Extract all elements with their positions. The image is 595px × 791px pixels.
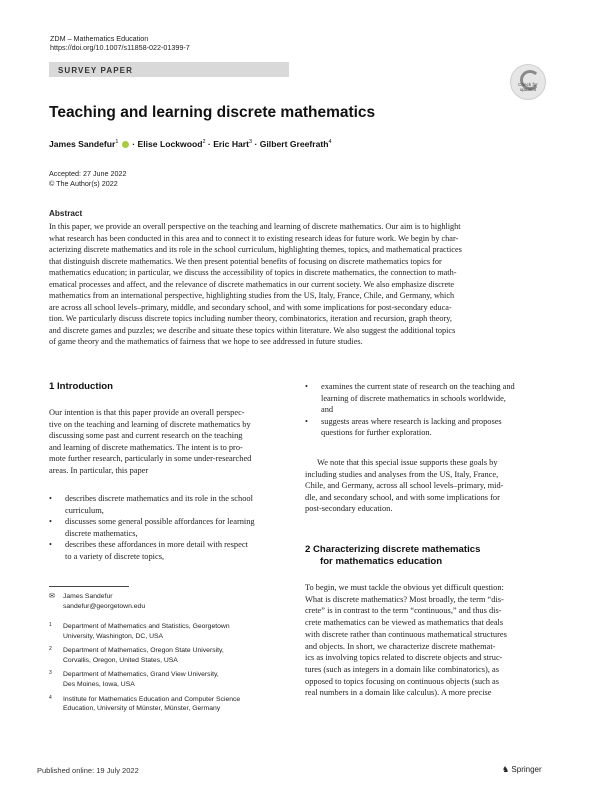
author-separator: · [254, 139, 258, 149]
text-line: areas. In particular, this paper [49, 465, 149, 475]
list-item-line: to a variety of discrete topics, [65, 551, 165, 561]
author-name[interactable]: Gilbert Greefrath [259, 139, 329, 149]
list-item [305, 416, 546, 439]
accepted-date: Accepted: 27 June 2022 [49, 169, 127, 178]
orcid-icon[interactable] [122, 141, 129, 148]
bullet-icon: • [305, 416, 308, 426]
author-affiliation-number: 3 [249, 139, 253, 146]
affiliation-item [49, 646, 291, 665]
author-affiliation-number: 2 [202, 139, 206, 146]
text-line: We note that this special issue supports these goals by [317, 458, 498, 467]
text-line: To begin, we must tackle the obvious yet difficult question: [305, 583, 504, 592]
abstract-line: are across all school levels–primary, middle, and secondary school, and with some implications for post-secondary educa- [49, 302, 452, 312]
section-heading-introduction: 1 Introduction [49, 381, 113, 392]
characterizing-paragraph [305, 582, 546, 699]
text-line: Our intention is that this paper provide an overall perspec- [49, 408, 245, 417]
author-list [49, 139, 332, 149]
affiliation-number: 4 [49, 694, 52, 701]
author-separator: · [207, 139, 211, 149]
list-item-line: questions for further exploration. [321, 428, 432, 438]
list-item-line: examines the current state of research on the teaching and [321, 382, 515, 391]
publisher-name: Springer [511, 765, 542, 774]
text-line: discussing some past and current research on the teaching [49, 431, 243, 441]
list-item-line: suggests areas where research is lacking and proposes [321, 416, 502, 426]
list-item-line: curriculum, [65, 505, 104, 515]
published-online-date: Published online: 19 July 2022 [37, 766, 139, 775]
text-line: ics as involving topics related to discrete objects and struc- [305, 653, 503, 663]
affiliation-number: 1 [49, 622, 52, 628]
bullet-icon: • [305, 382, 308, 391]
affiliation-line: Education, University of Münster, Münster, Germany [63, 705, 221, 713]
corresponding-author [49, 592, 291, 611]
goals-paragraph [305, 457, 546, 515]
doi-link[interactable]: https://doi.org/10.1007/s11858-022-01399-7 [50, 43, 190, 52]
text-line: crete” is in contrast to the term “continuous,” and thus dis- [305, 606, 502, 616]
corresponding-email[interactable]: sandefur@georgetown.edu [63, 602, 146, 610]
text-line: tures (such as integers in a domain like combinatorics), as [305, 664, 499, 674]
affiliation-line: University, Washington, DC, USA [63, 632, 164, 640]
text-line: Chile, and Germany, across all school levels–primary, mid- [305, 481, 504, 491]
list-item-line: discusses some general possible affordances for learning [65, 517, 255, 527]
list-item-line: describes discrete mathematics and its role in the school [65, 494, 253, 503]
bullet-list-right [305, 381, 546, 439]
abstract-line: of game theory and the mathematics of fairness that we hope to see addressed in future studies. [49, 337, 363, 347]
author-name[interactable]: Elise Lockwood [137, 139, 203, 149]
affiliation-number: 2 [49, 646, 52, 653]
author-affiliation-number: 1 [115, 139, 119, 146]
springer-horse-icon: ♞ [502, 765, 510, 774]
bullet-icon: • [49, 517, 52, 527]
article-type-label: SURVEY PAPER [58, 66, 134, 75]
journal-header [50, 34, 190, 52]
list-item [305, 381, 546, 416]
abstract-line: and discrete games and puzzles; we describe and situate these topics within literature. We also suggest the additional topics [49, 325, 456, 335]
affiliation-line: Corvallis, Oregon, United States, USA [63, 656, 178, 664]
list-item [49, 493, 291, 516]
abstract-line: In this paper, we provide an overall perspective on the teaching and learning of discrete mathematics. Our aim is to highlight [49, 222, 461, 231]
list-item [49, 516, 291, 539]
affiliation-line: Des Moines, Iowa, USA [63, 680, 135, 688]
corresponding-name: James Sandefur [63, 593, 113, 600]
abstract-line: mathematics from an international perspective, highlighting studies from the US, Italy, France, Chile, and Germany, which [49, 291, 455, 301]
affiliation-number: 3 [49, 670, 52, 677]
author-name[interactable]: James Sandefur [49, 139, 116, 149]
author-name[interactable]: Eric Hart [213, 139, 250, 149]
bullet-icon: • [49, 540, 52, 550]
abstract-line: what research has been conducted in this area and to connect it to existing research ideas for future work. We begin by char- [49, 233, 459, 243]
section-heading-line: 2 Characterizing discrete mathematics [305, 544, 481, 555]
text-line: What is discrete mathematics? Most broadly, the term “dis- [305, 594, 504, 604]
text-line: tive on the teaching and learning of discrete mathematics by [49, 419, 251, 429]
text-line: with discrete rather than continuous mathematical structures [305, 629, 507, 639]
affiliation-line: Department of Mathematics, Grand View University, [63, 671, 219, 679]
check-for-updates-label: Check for updates [518, 82, 538, 92]
text-line: and learning of discrete mathematics. The intent is to pro- [49, 442, 243, 452]
paper-title: Teaching and learning discrete mathematics [49, 104, 376, 121]
copyright-notice: © The Author(s) 2022 [49, 179, 118, 188]
abstract-line: acterizing discrete mathematics and its role in the school curriculum, highlighting themes, topics, and mathematical practices [49, 245, 462, 255]
text-line: mote further research, particularly in some under-researched [49, 454, 252, 464]
section-heading-line: for mathematics education [320, 556, 443, 567]
text-line: real numbers in a domain like calculus). A more precise [305, 688, 492, 698]
affiliation-line: Institute for Mathematics Education and Computer Science [63, 695, 241, 703]
affiliation-line: Department of Mathematics and Statistics, Georgetown [63, 623, 230, 630]
journal-name: ZDM – Mathematics Education [50, 34, 149, 43]
affiliation-list [49, 622, 291, 714]
abstract-line: mathematics education; in particular, we discuss the accessibility of topics in discrete mathematics, the connection to math- [49, 268, 457, 278]
text-line: and objects. In short, we characterize discrete mathemat- [305, 641, 496, 651]
author-affiliation-number: 4 [328, 139, 332, 146]
text-line: crete mathematics can be viewed as mathematics that deals [305, 618, 504, 628]
section-heading-characterizing [305, 544, 480, 568]
abstract-heading: Abstract [49, 209, 83, 218]
list-item-line: discrete mathematics, [65, 528, 138, 538]
text-line: post-secondary education. [305, 504, 393, 514]
affiliation-item [49, 695, 291, 714]
text-line: opposed to topics focusing on continuous objects (such as [305, 676, 499, 686]
article-dates [49, 169, 127, 189]
affiliation-line: Department of Mathematics, Oregon State University, [63, 647, 224, 655]
list-item-line: describes these affordances in more detail with respect [65, 540, 248, 550]
affiliation-item [49, 622, 291, 641]
intro-paragraph [49, 407, 291, 477]
bullet-list-left [49, 493, 291, 563]
author-separator: · [132, 139, 136, 149]
list-item [49, 539, 291, 562]
footnote-rule [49, 586, 129, 587]
list-item-line: learning of discrete mathematics in schools worldwide, [321, 393, 506, 403]
list-item-line: and [321, 405, 334, 415]
abstract-line: tion. We particularly discuss discrete topics including number theory, combinatorics, iteration and recursion, graph theory, [49, 314, 452, 324]
envelope-icon: ✉ [49, 593, 55, 600]
abstract-line: ematical processes and affect, and the relevance of discrete mathematics in our current society. We also emphasize discrete [49, 279, 455, 289]
abstract-line: that distinguish discrete mathematics. We then present potential benefits of focusing on discrete mathematics topics for [49, 256, 442, 266]
text-line: dle, and secondary school, and with some implications for [305, 492, 500, 502]
bullet-icon: • [49, 494, 52, 503]
abstract-body [49, 221, 546, 348]
publisher-logo [502, 765, 542, 774]
text-line: including studies and analyses from the US, Italy, France, [305, 469, 499, 479]
affiliation-item [49, 670, 291, 689]
